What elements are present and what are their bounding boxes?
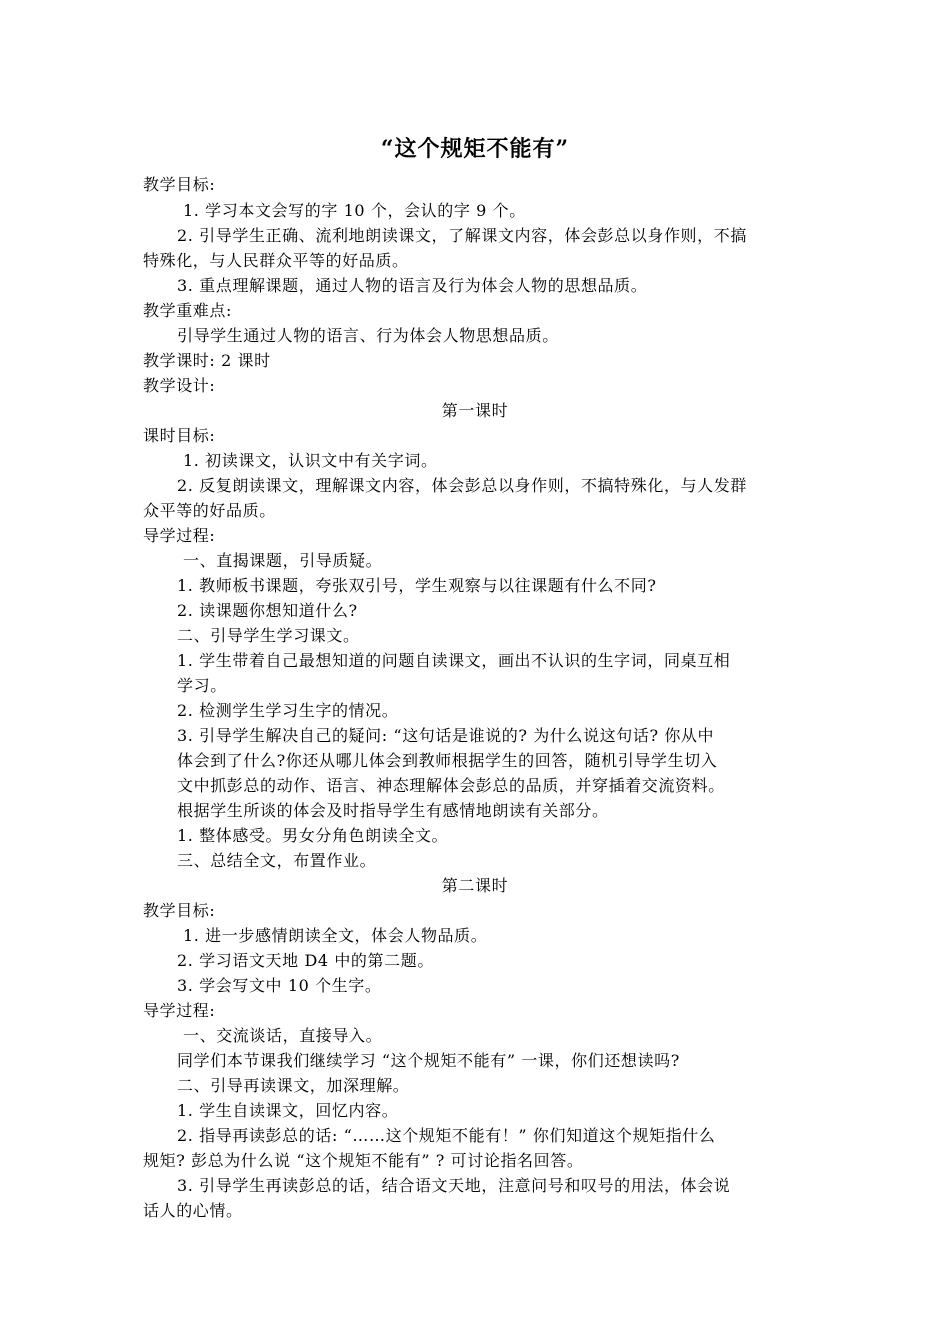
objective-item: 1. 初读课文，认识文中有关字词。 — [183, 451, 438, 470]
step-heading: 二、引导再读课文，加深理解。 — [177, 1076, 410, 1095]
section-heading: 教学设计: — [143, 376, 216, 395]
step-item: 2. 指导再读彭总的话: “……这个规矩不能有！” 你们知道这个规矩指什么 — [177, 1126, 716, 1145]
section-heading: 导学过程: — [143, 1001, 216, 1020]
objective-item: 1. 进一步感情朗读全文，体会人物品质。 — [183, 926, 488, 945]
section-heading: 教学目标: — [143, 901, 216, 920]
section-heading: 教学重难点: — [143, 301, 232, 320]
objective-item-continued: 特殊化，与人民群众平等的好品质。 — [143, 251, 409, 270]
body-paragraph: 同学们本节课我们继续学习 “这个规矩不能有” 一课，你们还想读吗? — [177, 1051, 680, 1070]
document-title: “这个规矩不能有” — [380, 136, 570, 162]
section-heading: 教学目标: — [143, 175, 216, 194]
step-heading: 一、直揭课题，引导质疑。 — [183, 551, 383, 570]
step-heading: 二、引导学生学习课文。 — [177, 626, 360, 645]
objective-item: 2. 学习语文天地 D4 中的第二题。 — [177, 951, 434, 970]
step-item: 3. 引导学生解决自己的疑问: “这句话是谁说的? 为什么说这句话? 你从中 — [177, 726, 715, 745]
lesson-heading: 第一课时 — [441, 401, 509, 420]
step-item-continued: 学习。 — [177, 676, 227, 695]
section-heading: 导学过程: — [143, 526, 216, 545]
objective-item: 3. 重点理解课题，通过人物的语言及行为体会人物的思想品质。 — [177, 276, 648, 295]
step-heading: 三、总结全文，布置作业。 — [177, 851, 377, 870]
step-item-continued: 文中抓彭总的动作、语言、神态理解体会彭总的品质，并穿插着交流资料。 — [177, 776, 725, 795]
objective-item: 2. 引导学生正确、流利地朗读课文，了解课文内容，体会彭总以身作则，不搞 — [177, 226, 747, 245]
objective-item: 2. 反复朗读课文，理解课文内容，体会彭总以身作则，不搞特殊化，与人发群 — [177, 476, 747, 495]
step-item-continued: 话人的心情。 — [143, 1201, 243, 1220]
step-item: 1. 教师板书课题，夸张双引号，学生观察与以往课题有什么不同? — [177, 576, 657, 595]
step-item-continued: 根据学生所谈的体会及时指导学生有感情地朗读有关部分。 — [177, 801, 609, 820]
step-item: 3. 引导学生再读彭总的话，结合语文天地，注意问号和叹号的用法，体会说 — [177, 1176, 731, 1195]
section-heading: 课时目标: — [143, 426, 216, 445]
step-item: 1. 整体感受。男女分角色朗读全文。 — [177, 826, 449, 845]
step-item: 1. 学生自读课文，回忆内容。 — [177, 1101, 399, 1120]
objective-item: 1. 学习本文会写的字 10 个，会认的字 9 个。 — [183, 201, 526, 220]
objective-item: 3. 学会写文中 10 个生字。 — [177, 976, 382, 995]
section-heading: 教学课时: 2 课时 — [143, 351, 271, 370]
body-paragraph: 引导学生通过人物的语言、行为体会人物思想品质。 — [177, 326, 559, 345]
step-heading: 一、交流谈话，直接导入。 — [183, 1026, 383, 1045]
step-item: 2. 读课题你想知道什么? — [177, 601, 358, 620]
step-item-continued: 规矩? 彭总为什么说 “这个规矩不能有” ? 可讨论指名回答。 — [143, 1151, 584, 1170]
step-item-continued: 体会到了什么?你还从哪儿体会到教师根据学生的回答，随机引导学生切入 — [177, 751, 718, 770]
lesson-heading: 第二课时 — [441, 876, 509, 895]
objective-item-continued: 众平等的好品质。 — [143, 501, 276, 520]
step-item: 2. 检测学生学习生字的情况。 — [177, 701, 399, 720]
step-item: 1. 学生带着自己最想知道的问题自读课文，画出不认识的生字词，同桌互相 — [177, 651, 731, 670]
